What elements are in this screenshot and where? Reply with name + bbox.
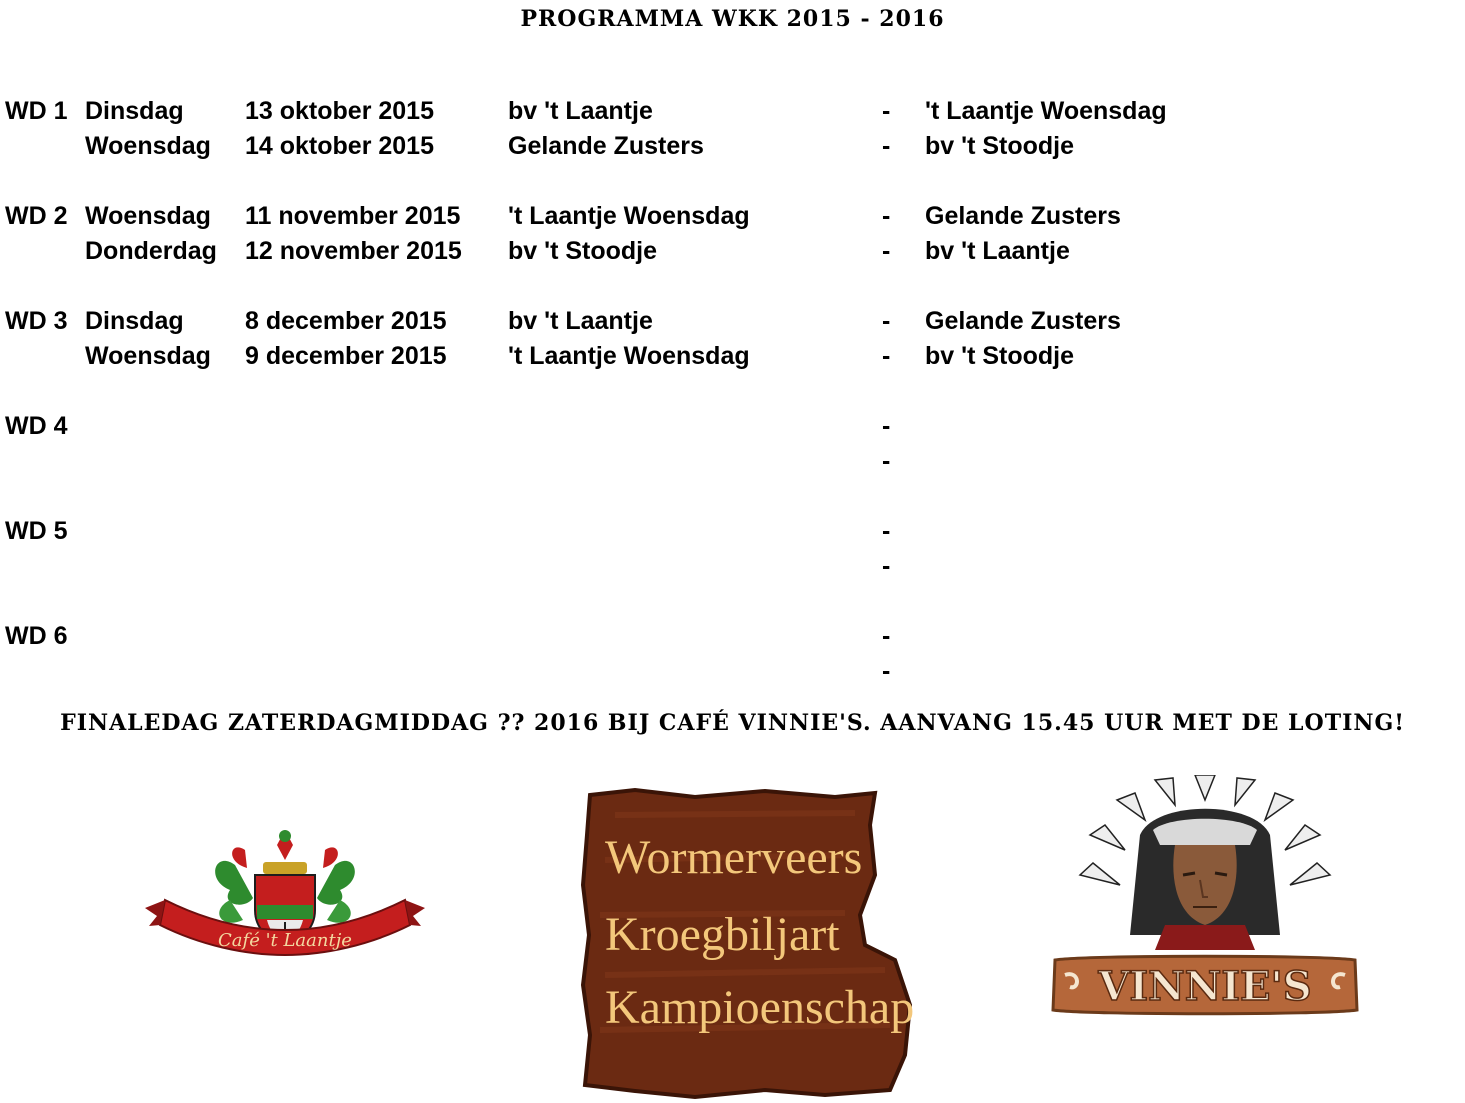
finale-announcement: FINALEDAG ZATERDAGMIDDAG ?? 2016 BIJ CAFÉ VINNIE'S. AANVANG 15.45 UUR MET DE LOTING! [60,710,1405,736]
wooden-sign-icon [575,785,915,1100]
away-team: bv 't Laantje [925,237,1070,265]
match-date: 13 oktober 2015 [245,97,434,125]
svg-text:Kroegbiljart: Kroegbiljart [605,908,840,961]
away-team: 't Laantje Woensdag [925,97,1167,125]
coat-of-arms-icon [135,770,435,1060]
svg-text:Kampioenschap: Kampioenschap [605,981,915,1034]
round-label: WD 3 [5,307,68,335]
away-team: bv 't Stoodje [925,342,1074,370]
separator-dash: - [882,412,891,440]
round-label: WD 6 [5,622,68,650]
match-day: Woensdag [85,202,211,230]
match-date: 14 oktober 2015 [245,132,434,160]
round-label: WD 2 [5,202,68,230]
separator-dash: - [882,657,891,685]
separator-dash: - [882,517,891,545]
page-title: PROGRAMMA WKK 2015 - 2016 [520,6,945,32]
home-team: Gelande Zusters [508,132,704,160]
match-date: 11 november 2015 [245,202,461,230]
separator-dash: - [882,132,891,160]
svg-text:Café 't Laantje: Café 't Laantje [218,930,352,951]
separator-dash: - [882,237,891,265]
away-team: bv 't Stoodje [925,132,1074,160]
svg-text:Wormerveers: Wormerveers [605,831,863,884]
headdress-icon [1045,775,1365,1030]
away-team: Gelande Zusters [925,202,1121,230]
svg-text:VINNIE'S: VINNIE'S [1098,963,1312,1010]
match-day: Woensdag [85,342,211,370]
separator-dash: - [882,342,891,370]
separator-dash: - [882,307,891,335]
round-label: WD 1 [5,97,68,125]
separator-dash: - [882,552,891,580]
wkk-logo [575,785,915,1100]
match-day: Woensdag [85,132,211,160]
separator-dash: - [882,622,891,650]
cafe-laantje-logo [135,770,435,1060]
separator-dash: - [882,202,891,230]
match-day: Dinsdag [85,307,184,335]
match-date: 8 december 2015 [245,307,447,335]
separator-dash: - [882,97,891,125]
separator-dash: - [882,447,891,475]
away-team: Gelande Zusters [925,307,1121,335]
round-label: WD 4 [5,412,68,440]
vinnies-logo [1045,775,1365,1030]
home-team: 't Laantje Woensdag [508,342,750,370]
match-date: 12 november 2015 [245,237,462,265]
home-team: bv 't Laantje [508,97,653,125]
match-day: Donderdag [85,237,217,265]
round-label: WD 5 [5,517,68,545]
match-day: Dinsdag [85,97,184,125]
home-team: bv 't Stoodje [508,237,657,265]
home-team: bv 't Laantje [508,307,653,335]
match-date: 9 december 2015 [245,342,447,370]
home-team: 't Laantje Woensdag [508,202,750,230]
